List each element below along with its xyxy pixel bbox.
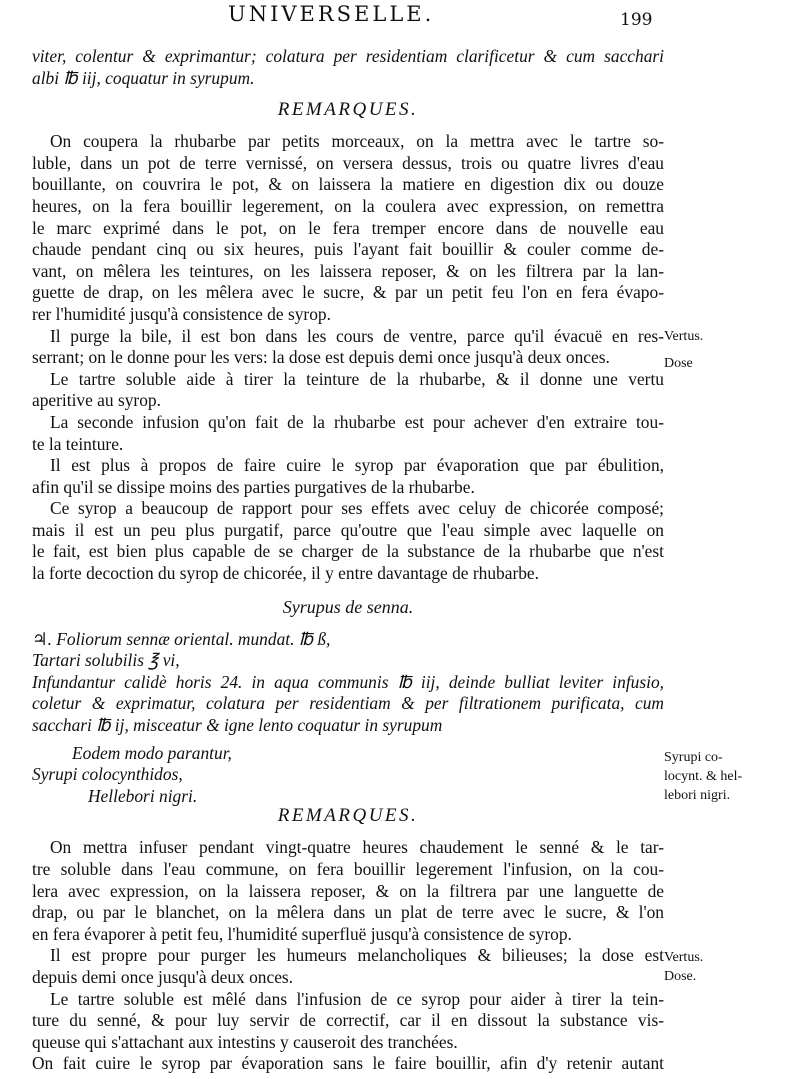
margin-note-syrupi: lebori nigri.: [664, 788, 731, 803]
text-line: lera avec expression, on la laissera reposer, & on la filtrera par une languette de: [32, 880, 664, 901]
text-line: On mettra infuser pendant vingt-quatre heures chaudement le senné & le tar-: [50, 837, 664, 858]
recipe-line: Tartari solubilis ℥ vi,: [32, 650, 180, 671]
text-line: te la teinture.: [32, 433, 124, 454]
text-line: bouillante, on couvrira le pot, & on laissera la matiere en digestion dix ou douze: [32, 174, 664, 195]
paragraph: [32, 412, 664, 455]
recipe-line: coletur & exprimatur, colatura per residentiam & per filtrationem purificata, cum: [32, 693, 664, 714]
section-heading-remarques: REMARQUES.: [277, 805, 419, 827]
paragraph: [32, 945, 664, 988]
margin-note-vertus: Vertus.: [664, 329, 704, 344]
paragraph: [32, 837, 664, 945]
recipe-senna: [32, 629, 664, 808]
recipe-variant: Hellebori nigri.: [88, 785, 198, 806]
text-line: Le tartre soluble est mêlé dans l'infusion de ce syrop pour aider à tirer la tein-: [50, 988, 664, 1009]
text-line: le marc exprimé dans le pot, on le fera tremper encore dans de nouvelle eau: [32, 217, 664, 238]
text-line: queuse qui s'attachant aux intestins y causeroit des tranchées.: [32, 1031, 458, 1052]
text-line: La seconde infusion qu'on fait de la rhubarbe est pour achever d'en extraire tou-: [50, 411, 664, 432]
recipe-line: Infundantur calidè horis 24. in aqua communis ℔ iij, deinde bulliat leviter infusio,: [32, 671, 664, 692]
recipe-line: ♃. Foliorum sennæ oriental. mundat. ℔ ß,: [32, 628, 331, 649]
text-line: en fera évaporer à petit feu, l'humidité superfluë jusqu'à consistence de syrop.: [32, 923, 572, 944]
main-text-column: [32, 46, 664, 1075]
paragraph: [32, 989, 664, 1054]
margin-note-syrupi: locynt. & hel-: [664, 769, 743, 784]
text-line: depuis demi once jusqu'à deux onces.: [32, 966, 294, 987]
text-line: mais il est un peu plus purgatif, parce qu'outre que l'eau simple avec laquelle on: [32, 519, 664, 540]
remarques-section-2: [32, 837, 664, 1075]
text-line: Il est plus à propos de faire cuire le syrop par évaporation que par ébulition,: [50, 455, 664, 476]
page-number: 199: [620, 10, 653, 30]
text-line: Le tartre soluble aide à tirer la teinture de la rhubarbe, & il donne une vertu: [50, 368, 664, 389]
paragraph: [32, 131, 664, 325]
text-line: guette de drap, on les mêlera avec le sucre, & par un petit feu l'on en fera évapo-: [32, 282, 664, 303]
text-line: rer l'humidité jusqu'à consistence de syrop.: [32, 303, 331, 324]
page-header: [0, 2, 800, 36]
paragraph: [32, 369, 664, 412]
recipe-variant: Syrupi colocynthidos,: [32, 764, 183, 785]
recipe-title: Syrupus de senna.: [282, 596, 414, 617]
text-line: Il est propre pour purger les humeurs melancholiques & bilieuses; la dose est: [50, 945, 664, 966]
margin-note-dose: Dose.: [664, 969, 697, 984]
recipe-line: viter, colentur & exprimantur; colatura per residentiam clarificetur & cum sacchari: [32, 46, 664, 66]
text-line: tre soluble dans l'eau commune, on fera bouillir legerement l'infusion, on la cou-: [32, 859, 664, 879]
text-line: luble, dans un pot de terre vernissé, on versera dessus, trois ou quatre livres d'eau: [32, 152, 664, 173]
text-line: chaude pendant cinq ou six heures, puis l'ayant fait bouillir & couler comme de-: [32, 239, 664, 260]
recipe-line: sacchari ℔ ij, misceatur & igne lento coquatur in syrupum: [32, 715, 443, 736]
paragraph: [32, 455, 664, 498]
paragraph: [32, 498, 664, 584]
text-line: le fait, est bien plus capable de se charger de la substance de la rhubarbe que n'est: [32, 541, 664, 562]
text-line: heures, on la fera bouillir legerement, on la coulera avec expression, on remettra: [32, 195, 664, 216]
running-title: UNIVERSELLE.: [228, 2, 435, 26]
text-line: la forte decoction du syrop de chicorée, il y entre davantage de rhubarbe.: [32, 563, 540, 584]
paragraph: [32, 1053, 664, 1075]
recipe-line: albi ℔ iij, coquatur in syrupum.: [32, 67, 255, 88]
remarques-section-1: [32, 131, 664, 584]
margin-note-dose: Dose: [664, 356, 693, 371]
text-line: Il purge la bile, il est bon dans les cours de ventre, parce qu'il évacuë en res-: [50, 325, 664, 346]
text-line: ture du senné, & pour luy servir de correctif, car il en dissout la substance vis-: [32, 1010, 664, 1031]
recipe-continuation: [32, 46, 664, 89]
paragraph: [32, 326, 664, 369]
text-line: vant, on mêlera les teintures, on les laissera reposer, & on les filtrera par la lan-: [32, 260, 664, 281]
text-line: serrant; on le donne pour les vers: la dose est depuis demi once jusqu'à deux onces.: [32, 347, 610, 368]
margin-note-syrupi: Syrupi co-: [664, 750, 723, 765]
section-heading-remarques: REMARQUES.: [277, 99, 419, 121]
text-line: drap, ou par le blanchet, on la mêlera dans un plat de terre avec le sucre, & l'on: [32, 902, 664, 923]
text-line: aperitive au syrop.: [32, 390, 161, 411]
text-line: afin qu'il se dissipe moins des parties purgatives de la rhubarbe.: [32, 476, 475, 497]
recipe-variant: Eodem modo parantur,: [72, 742, 232, 763]
text-line: On coupera la rhubarbe par petits morceaux, on la mettra avec le tartre so-: [50, 131, 664, 152]
margin-note-vertus: Vertus.: [664, 950, 704, 965]
text-line: On fait cuire le syrop par évaporation sans le faire bouillir, afin d'y retenir autant: [32, 1053, 664, 1074]
text-line: Ce syrop a beaucoup de rapport pour ses effets avec celuy de chicorée composé;: [50, 498, 664, 519]
